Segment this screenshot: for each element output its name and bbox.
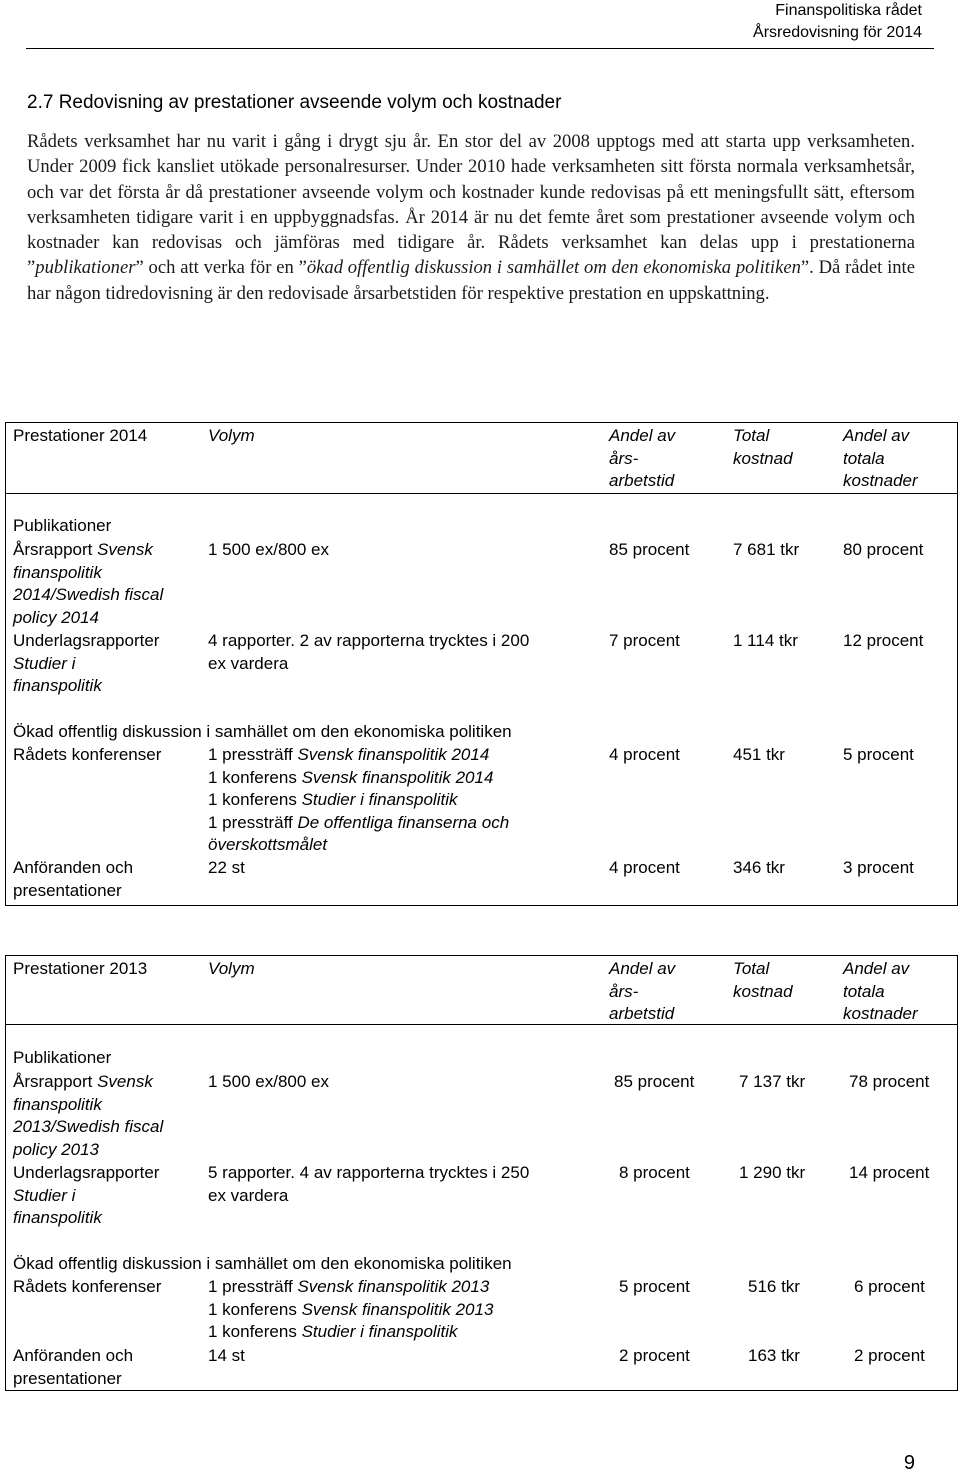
name-part: finanspolitik: [13, 562, 102, 582]
row-kostnad: 7 681 tkr: [733, 540, 800, 559]
row-andel-totala: 12 procent: [843, 631, 924, 650]
name-part: finanspolitik: [13, 1094, 102, 1114]
row-andel-totala: 14 procent: [849, 1163, 930, 1182]
header-line: Andel av: [609, 959, 676, 978]
name-part: Svensk: [97, 540, 153, 559]
header-line: års-: [609, 448, 639, 468]
header-line: totala: [843, 981, 885, 1001]
row-volym: 14 st: [208, 1346, 245, 1365]
group-label-diskussion: Ökad offentlig diskussion i samhället om den ekonomiska politiken: [13, 1254, 512, 1273]
volym-line: ex vardera: [208, 653, 289, 673]
name-part: finanspolitik: [13, 1208, 102, 1227]
row-andel: 8 procent: [619, 1163, 690, 1182]
volym-line: 1 pressträff Svensk finanspolitik 2013: [208, 1277, 490, 1296]
row-andel: 2 procent: [619, 1346, 690, 1365]
header-line: Andel av: [609, 426, 676, 445]
table-header-row: [6, 956, 957, 1025]
volym-line: 5 rapporter. 4 av rapporterna trycktes i 250: [208, 1163, 530, 1182]
header-prestationer: Prestationer 2013: [13, 959, 148, 978]
header-org: Finanspolitiska rådet: [775, 2, 922, 19]
row-volym: [208, 1276, 493, 1344]
name-part: Underlagsrapporter: [13, 1163, 160, 1182]
name-part: Årsrapport: [13, 1072, 98, 1091]
volym-line: 1 konferens Svensk finanspolitik 2013: [208, 1299, 494, 1319]
header-line: Andel av: [843, 426, 910, 445]
row-volym: 1 500 ex/800 ex: [208, 1072, 329, 1091]
table-header-row: [6, 423, 957, 494]
header-andel-totala: [843, 425, 918, 493]
header-andel-arsarbetstid: [609, 425, 675, 493]
body-paragraph: [27, 129, 915, 306]
row-volym: 22 st: [208, 858, 245, 877]
name-part: 2013/Swedish fiscal: [13, 1117, 164, 1136]
row-kostnad: 346 tkr: [733, 858, 785, 877]
header-line: Andel av: [843, 959, 910, 978]
row-name-arsrapport: [13, 539, 163, 629]
table-prestationer-2014: [5, 422, 958, 906]
row-andel-totala: 2 procent: [854, 1346, 925, 1365]
header-total-kostnad: [733, 425, 793, 470]
name-part: policy 2013: [13, 1139, 100, 1159]
row-andel: 5 procent: [619, 1277, 690, 1296]
para-italic-1: publikationer: [35, 257, 136, 279]
volym-line: 1 pressträff Svensk finanspolitik 2014: [208, 745, 490, 764]
row-name-anforanden: [13, 857, 133, 902]
row-volym: 1 500 ex/800 ex: [208, 540, 329, 559]
name-part: Underlagsrapporter: [13, 631, 160, 650]
row-volym: [208, 744, 509, 857]
header-line: kostnader: [843, 471, 918, 490]
header-line: arbetstid: [609, 471, 675, 490]
volym-line: ex vardera: [208, 1185, 289, 1205]
header-line: totala: [843, 448, 885, 468]
row-name-arsrapport: [13, 1071, 163, 1161]
name-part: presentationer: [13, 1368, 122, 1388]
row-andel-totala: 80 procent: [843, 540, 924, 559]
row-kostnad: 516 tkr: [748, 1277, 800, 1296]
name-part: finanspolitik: [13, 676, 102, 695]
section-heading: 2.7 Redovisning av prestationer avseende volym och kostnader: [27, 92, 562, 113]
header-rule: [26, 48, 934, 49]
volym-line: 1 konferens Svensk finanspolitik 2014: [208, 767, 494, 787]
row-name-underlagsrapporter: [13, 630, 159, 698]
row-andel-totala: 78 procent: [849, 1072, 930, 1091]
header-line: kostnad: [733, 448, 793, 468]
header-line: Total: [733, 426, 770, 445]
row-volym: [208, 1162, 529, 1207]
row-andel: 85 procent: [614, 1072, 695, 1091]
name-part: Svensk: [97, 1072, 153, 1091]
row-name-konferenser: Rådets konferenser: [13, 1277, 162, 1296]
row-andel: 4 procent: [609, 745, 680, 764]
header-prestationer: Prestationer 2014: [13, 426, 148, 445]
header-line: arbetstid: [609, 1004, 675, 1023]
row-kostnad: 7 137 tkr: [739, 1072, 806, 1091]
name-part: 2014/Swedish fiscal: [13, 585, 164, 604]
row-kostnad: 1 290 tkr: [739, 1163, 806, 1182]
row-volym: [208, 630, 529, 675]
row-andel: 4 procent: [609, 858, 680, 877]
volym-line: 1 konferens Studier i finanspolitik: [208, 1322, 458, 1341]
row-kostnad: 1 114 tkr: [733, 631, 798, 650]
volym-line: 4 rapporter. 2 av rapporterna trycktes i 200: [208, 631, 530, 650]
row-andel: 7 procent: [609, 631, 680, 650]
name-part: presentationer: [13, 880, 122, 900]
row-name-underlagsrapporter: [13, 1162, 159, 1230]
name-part: Årsrapport: [13, 540, 98, 559]
header-doc: Årsredovisning för 2014: [753, 24, 922, 41]
header-line: års-: [609, 981, 639, 1001]
header-volym: Volym: [208, 426, 255, 445]
header-andel-totala: [843, 958, 918, 1026]
name-part: Studier i: [13, 1185, 76, 1205]
row-kostnad: 451 tkr: [733, 745, 785, 764]
volym-line: 1 pressträff De offentliga finanserna och: [208, 812, 510, 832]
volym-line: överskottsmålet: [208, 835, 328, 854]
header-line: Total: [733, 959, 770, 978]
header-volym: Volym: [208, 959, 255, 978]
row-name-konferenser: Rådets konferenser: [13, 745, 162, 764]
name-part: policy 2014: [13, 607, 100, 627]
row-andel-totala: 5 procent: [843, 745, 914, 764]
name-part: Studier i: [13, 653, 76, 673]
row-kostnad: 163 tkr: [748, 1346, 800, 1365]
para-italic-2: ökad offentlig diskussion i samhället om den ekonomiska politiken: [306, 257, 801, 279]
row-andel-totala: 6 procent: [854, 1277, 925, 1296]
header-total-kostnad: [733, 958, 793, 1003]
page-number: 9: [903, 1452, 915, 1474]
group-label-publikationer: Publikationer: [13, 516, 112, 535]
para-text-2: ” och att verka för en ”: [135, 257, 307, 279]
row-name-anforanden: [13, 1345, 133, 1390]
volym-line: 1 konferens Studier i finanspolitik: [208, 790, 458, 809]
row-andel: 85 procent: [609, 540, 690, 559]
para-text-1: Rådets verksamhet har nu varit i gång i drygt sju år. En stor del av 2008 upptogs med att starta upp verksamheten. Under 2009 fick kansliet utökade personalresurser. Under 2010 hade verksamheten sitt första normala verksamhetsår, och var det första år då prestationer avseende volym och kostnader kunde redovisas på ett meningsfullt sätt, eftersom verksamheten tidigare varit i en uppbyggnadsfas. År 2014 är nu det femte året som prestationer avseende volym och kostnader kan redovisas och jämföras med tidigare år. Rådets verksamhet kan delas upp i prestationerna ”: [27, 131, 915, 279]
group-label-publikationer: Publikationer: [13, 1048, 112, 1067]
row-andel-totala: 3 procent: [843, 858, 914, 877]
name-part: Anföranden och: [13, 858, 134, 877]
header-andel-arsarbetstid: [609, 958, 675, 1026]
para-text-3: ”. Då rådet inte har någon tidredovisning är den redovisade årsarbetstiden för respektive prestation en uppskattning.: [27, 257, 915, 304]
header-line: kostnad: [733, 981, 793, 1001]
running-header: [753, 0, 922, 44]
table-prestationer-2013: [5, 955, 958, 1391]
header-line: kostnader: [843, 1004, 918, 1023]
name-part: Anföranden och: [13, 1346, 134, 1365]
group-label-diskussion: Ökad offentlig diskussion i samhället om den ekonomiska politiken: [13, 722, 512, 741]
